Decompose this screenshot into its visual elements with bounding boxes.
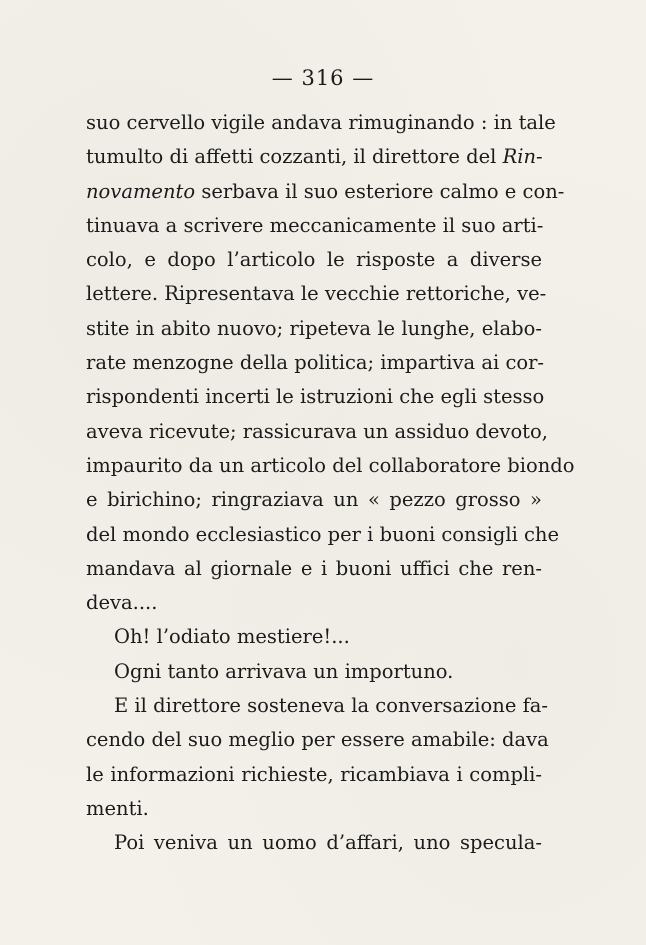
text-line: Poi veniva un uomo d’affari, uno specula- [114,831,542,855]
text-line: menti. [86,796,149,820]
text-line: Ogni tanto arrivava un importuno. [114,659,454,683]
text-line: colo, e dopo l’articolo le risposte a diverse [86,248,542,272]
text-line: cendo del suo meglio per essere amabile: dava [86,728,549,752]
text-line: E il direttore sosteneva la conversazione fa- [114,694,548,718]
text-line: Oh! l’odiato mestiere!... [114,625,350,649]
italic-title: novamento [86,179,196,203]
text-line: tinuava a scrivere meccanicamente il suo arti- [86,213,544,237]
text-line: deva.... [86,591,158,615]
text-line: e birichino; ringraziava un « pezzo grosso » [86,488,542,512]
text-line: rate menzogne della politica; impartiva ai cor- [86,351,545,375]
text-line: tumulto di affetti cozzanti, il direttore del Rin- [86,145,543,169]
text-line: del mondo ecclesiastico per i buoni consigli che [86,522,560,546]
text-line: mandava al giornale e i buoni uffici che ren- [86,556,542,580]
italic-title: Rin- [502,145,543,169]
text-line: lettere. Ripresentava le vecchie rettoriche, ve- [86,282,547,306]
page-number: — 316 — [271,66,375,90]
text-line: le informazioni richieste, ricambiava i compli- [86,762,542,786]
text-line: aveva ricevute; rassicurava un assiduo devoto, [86,419,548,443]
text-line: suo cervello vigile andava rimuginando : in tale [86,111,556,134]
body-text [86,106,575,861]
text-line: rispondenti incerti le istruzioni che egli stesso [86,385,545,409]
text-line: stite in abito nuovo; ripeteva le lunghe, elabo- [86,316,542,340]
text-line: novamento serbava il suo esteriore calmo e con- [86,179,565,203]
text-line: impaurito da un articolo del collaboratore biondo [86,453,575,477]
